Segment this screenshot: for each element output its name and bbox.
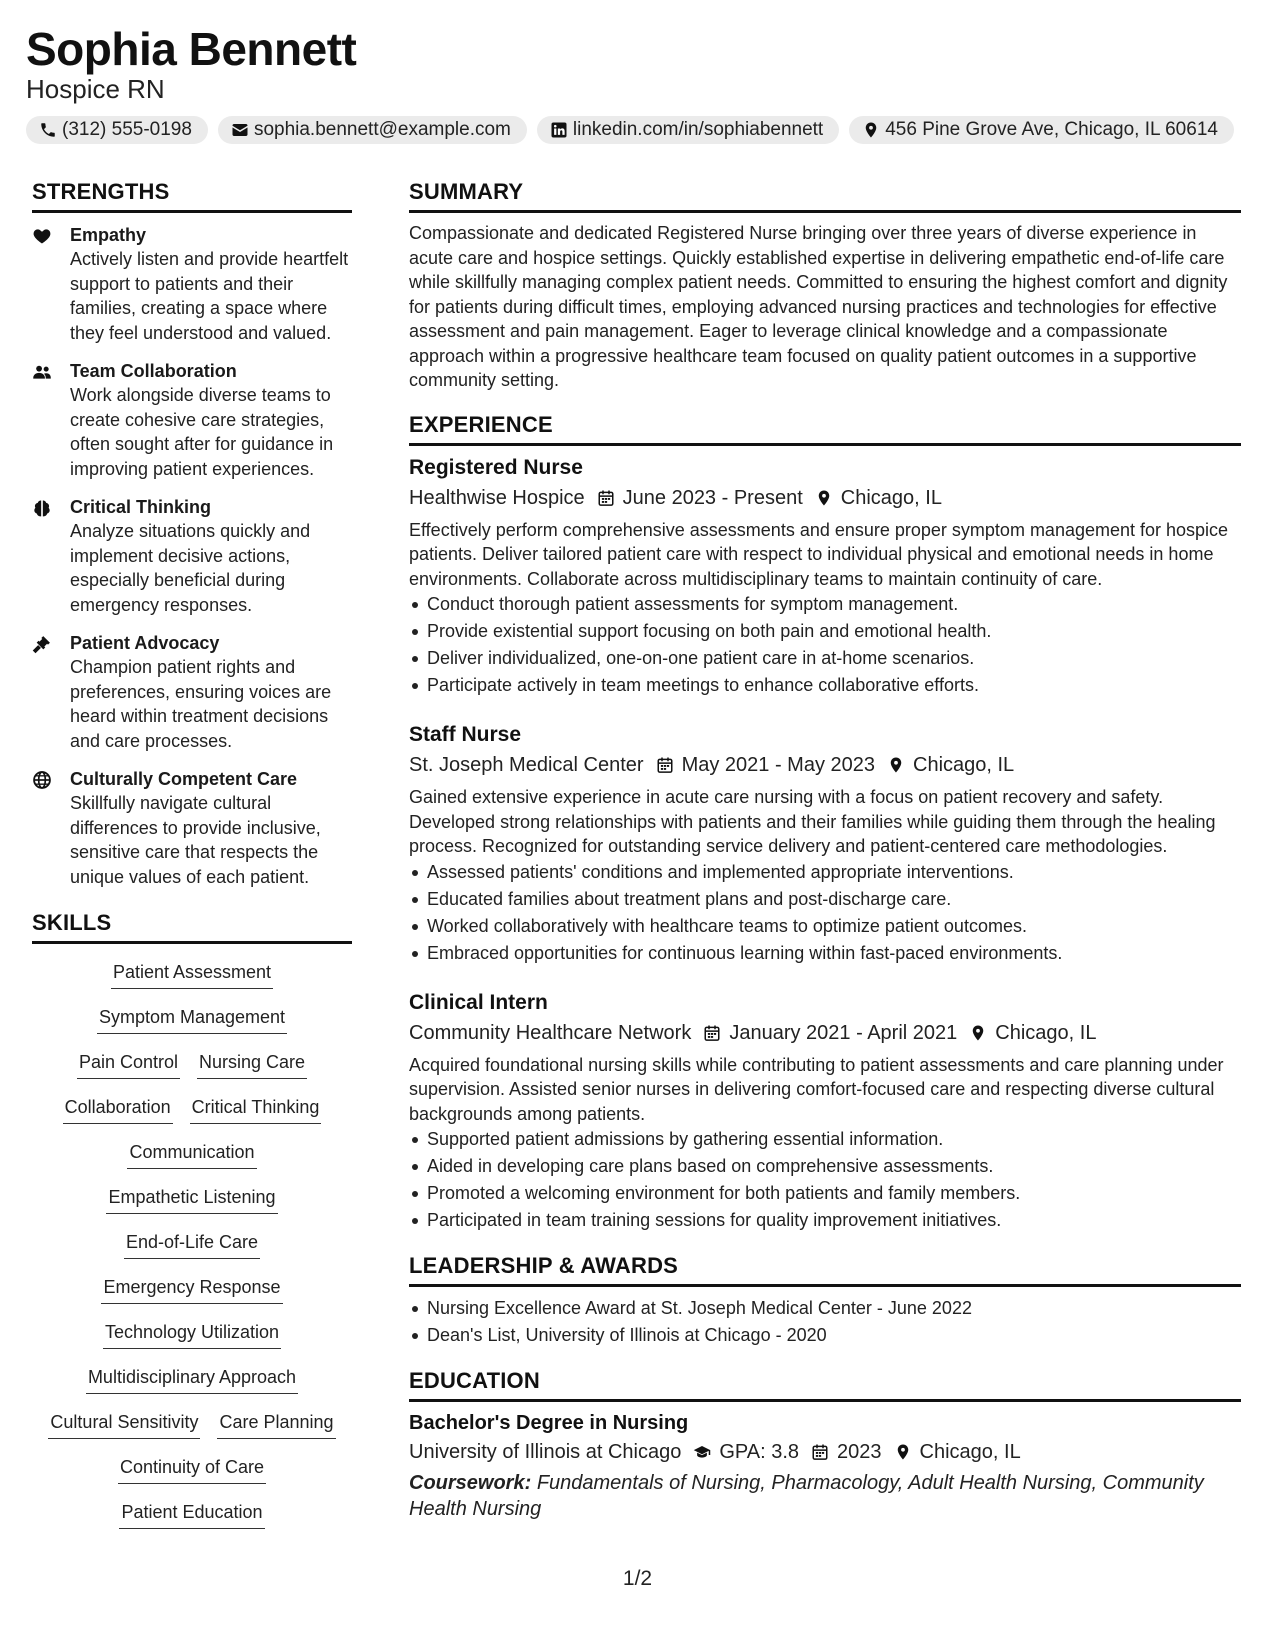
skill-row: [32, 960, 352, 1005]
job-bullet: Embraced opportunities for continuous learning within fast-paced environments.: [427, 940, 1241, 967]
strength-title: Patient Advocacy: [70, 633, 220, 653]
strength-item: [32, 359, 352, 481]
job-bullet: Conduct thorough patient assessments for symptom management.: [427, 591, 1241, 618]
education-section: [409, 1367, 1241, 1522]
skill-row: [32, 1275, 352, 1320]
summary-heading: SUMMARY: [409, 178, 1241, 213]
job-bullets: [409, 859, 1241, 967]
skill-tag: Collaboration: [63, 1095, 173, 1124]
contact-bar: [26, 116, 1246, 144]
job-location: Chicago, IL: [995, 1021, 1097, 1044]
strength-title: Culturally Competent Care: [70, 769, 298, 789]
skills-heading: SKILLS: [32, 909, 352, 944]
users-icon: [32, 359, 70, 481]
skill-tag: End-of-Life Care: [124, 1230, 260, 1259]
candidate-name: Sophia Bennett: [26, 23, 357, 75]
map-pin-icon: [815, 489, 833, 507]
award-item: Dean's List, University of Illinois at Chicago - 2020: [427, 1322, 1241, 1349]
experience-section: [409, 411, 1241, 1235]
summary-text: Compassionate and dedicated Registered Nurse bringing over three years of diverse experience in acute care and hospice settings. Quickly established expertise in delivering empathetic end-of-life care while skillfully managing complex patient needs. Committed to ensuring the highest comfort and dignity for patients during difficult times, employing advanced nursing practices and technologies for effective assessment and pain management. Eager to leverage clinical knowledge and a compassionate approach within a progressive healthcare team focused on quality patient outcomes in a supportive community setting.: [409, 223, 1228, 390]
gavel-icon: [32, 631, 70, 753]
map-pin-icon: [887, 756, 905, 774]
coursework-text: Fundamentals of Nursing, Pharmacology, Adult Health Nursing, Community Health Nursing: [409, 1472, 1204, 1520]
job-location: Chicago, IL: [913, 754, 1015, 776]
job-dates: May 2021 - May 2023: [681, 754, 875, 776]
skills-list: [32, 960, 352, 1545]
contact-email[interactable]: [218, 116, 527, 144]
skill-row: [32, 1005, 352, 1050]
job-bullet: Assessed patients' conditions and implemented appropriate interventions.: [427, 859, 1241, 886]
page-number: 1/2: [622, 1567, 653, 1590]
job-bullet: Supported patient admissions by gathering essential information.: [427, 1126, 1241, 1153]
job-bullet: Participated in team training sessions for quality improvement initiatives.: [427, 1207, 1241, 1234]
skill-tag: Patient Education: [119, 1500, 264, 1529]
skill-tag: Pain Control: [77, 1050, 180, 1079]
strength-item: [32, 495, 352, 617]
envelope-icon: [230, 120, 250, 140]
job-title: Registered Nurse: [409, 455, 583, 479]
job-location: Chicago, IL: [840, 486, 942, 509]
skill-row: [32, 1455, 352, 1500]
degree-title: Bachelor's Degree in Nursing: [409, 1412, 689, 1434]
contact-email-text: sophia.bennett@example.com: [253, 119, 511, 140]
coursework: [409, 1470, 1241, 1522]
strength-desc: Analyze situations quickly and implement decisive actions, especially beneficial during emergency responses.: [70, 521, 311, 615]
calendar-icon: [597, 489, 615, 507]
phone-icon: [38, 120, 58, 140]
graduation-cap-icon: [693, 1443, 711, 1461]
right-column: [409, 178, 1241, 1522]
strengths-heading: STRENGTHS: [32, 178, 352, 213]
job-org: St. Joseph Medical Center: [409, 754, 644, 776]
skill-row: [32, 1500, 352, 1545]
job-title: Clinical Intern: [409, 990, 548, 1014]
strength-title: Critical Thinking: [70, 497, 212, 517]
skill-row: [32, 1320, 352, 1365]
skill-row: [32, 1365, 352, 1410]
education-meta: [409, 1437, 1241, 1467]
contact-linkedin[interactable]: [537, 116, 839, 144]
job-description: Gained extensive experience in acute care nursing with a focus on patient recovery and safety. Developed strong relationships with patients and their families while guiding them through the healing process. Recognized for outstanding service delivery and patient-centered care methodologies.: [409, 787, 1216, 856]
award-item: Nursing Excellence Award at St. Joseph Medical Center - June 2022: [427, 1295, 1241, 1322]
strengths-list: [32, 223, 352, 889]
calendar-icon: [811, 1443, 829, 1461]
brain-icon: [32, 495, 70, 617]
awards-section: [409, 1252, 1241, 1349]
awards-list: [409, 1295, 1241, 1349]
map-pin-icon: [894, 1443, 912, 1461]
strength-desc: Champion patient rights and preferences, ensuring voices are heard within treatment decisions and care processes.: [70, 657, 332, 751]
job-org: Community Healthcare Network: [409, 1021, 692, 1044]
awards-heading: LEADERSHIP & AWARDS: [409, 1252, 1241, 1287]
gpa: GPA: 3.8: [719, 1441, 800, 1463]
job-title: Staff Nurse: [409, 723, 522, 746]
job-bullet: Participate actively in team meetings to enhance collaborative efforts.: [427, 672, 1241, 699]
strength-title: Team Collaboration: [70, 361, 237, 381]
skill-row: [32, 1410, 352, 1455]
graduation-year: 2023: [837, 1441, 882, 1463]
skill-tag: Communication: [127, 1140, 256, 1169]
skill-row: [32, 1185, 352, 1230]
strength-item: [32, 631, 352, 753]
linkedin-icon: [549, 120, 569, 140]
contact-phone-text: (312) 555-0198: [62, 119, 192, 140]
globe-icon: [32, 767, 70, 889]
skill-tag: Cultural Sensitivity: [48, 1410, 200, 1439]
strength-desc: Work alongside diverse teams to create cohesive care strategies, often sought after for guidance in improving patient experiences.: [70, 385, 334, 479]
skill-tag: Care Planning: [217, 1410, 335, 1439]
skill-tag: Continuity of Care: [118, 1455, 266, 1484]
job-entry: [409, 721, 1241, 967]
strength-item: [32, 223, 352, 345]
job-bullets: [409, 1126, 1241, 1234]
job-description: Acquired foundational nursing skills while contributing to patient assessments and care planning under supervision. Assisted senior nurses in delivering comfort-focused care and respecting diverse cultural backgrounds among patients.: [409, 1054, 1224, 1124]
job-bullet: Worked collaboratively with healthcare teams to optimize patient outcomes.: [427, 913, 1241, 940]
job-meta: [409, 1018, 1241, 1048]
job-meta: [409, 750, 1241, 780]
contact-address[interactable]: [849, 116, 1234, 144]
left-column: [32, 178, 352, 1545]
skill-row: [32, 1140, 352, 1185]
skill-tag: Technology Utilization: [103, 1320, 281, 1349]
calendar-icon: [703, 1024, 721, 1042]
strength-desc: Actively listen and provide heartfelt support to patients and their families, creating a space where they feel understood and valued.: [70, 249, 349, 343]
school-location: Chicago, IL: [919, 1441, 1021, 1463]
calendar-icon: [656, 756, 674, 774]
map-pin-icon: [969, 1024, 987, 1042]
job-bullet: Deliver individualized, one-on-one patient care in at-home scenarios.: [427, 645, 1241, 672]
skill-tag: Symptom Management: [97, 1005, 287, 1034]
job-bullet: Aided in developing care plans based on comprehensive assessments.: [427, 1153, 1241, 1180]
skill-tag: Patient Assessment: [111, 960, 273, 989]
school-name: University of Illinois at Chicago: [409, 1441, 682, 1463]
contact-address-text: 456 Pine Grove Ave, Chicago, IL 60614: [885, 119, 1218, 140]
heart-icon: [32, 223, 70, 345]
contact-linkedin-text: linkedin.com/in/sophiabennett: [572, 119, 824, 140]
skill-tag: Multidisciplinary Approach: [86, 1365, 298, 1394]
resume-header: [26, 22, 1246, 144]
skill-tag: Nursing Care: [197, 1050, 307, 1079]
job-entry: [409, 989, 1241, 1235]
skill-row: [32, 1050, 352, 1095]
job-bullets: [409, 591, 1241, 699]
skill-tag: Emergency Response: [101, 1275, 282, 1304]
job-bullet: Promoted a welcoming environment for both patients and family members.: [427, 1180, 1241, 1207]
job-dates: June 2023 - Present: [622, 486, 803, 509]
job-bullet: Provide existential support focusing on both pain and emotional health.: [427, 618, 1241, 645]
strength-desc: Skillfully navigate cultural differences to provide inclusive, sensitive care that respects the unique values of each patient.: [70, 793, 321, 887]
contact-phone[interactable]: [26, 116, 208, 144]
skill-tag: Empathetic Listening: [106, 1185, 277, 1214]
job-dates: January 2021 - April 2021: [729, 1021, 958, 1044]
job-meta: [409, 483, 1241, 513]
skill-row: [32, 1095, 352, 1140]
skill-tag: Critical Thinking: [190, 1095, 322, 1124]
coursework-label: Coursework:: [409, 1472, 532, 1494]
job-entry: [409, 454, 1241, 700]
experience-heading: EXPERIENCE: [409, 411, 1241, 446]
skill-row: [32, 1230, 352, 1275]
job-bullet: Educated families about treatment plans and post-discharge care.: [427, 886, 1241, 913]
education-heading: EDUCATION: [409, 1367, 1241, 1402]
job-org: Healthwise Hospice: [409, 486, 585, 509]
job-description: Effectively perform comprehensive assessments and ensure proper symptom management for hospice patients. Deliver tailored patient care with respect to individual physical and emotional needs in home environments. Collaborate across multidisciplinary teams to maintain continuity of care.: [409, 519, 1229, 589]
candidate-role: Hospice RN: [26, 74, 165, 104]
strength-title: Empathy: [70, 225, 147, 245]
strength-item: [32, 767, 352, 889]
map-pin-icon: [861, 120, 881, 140]
